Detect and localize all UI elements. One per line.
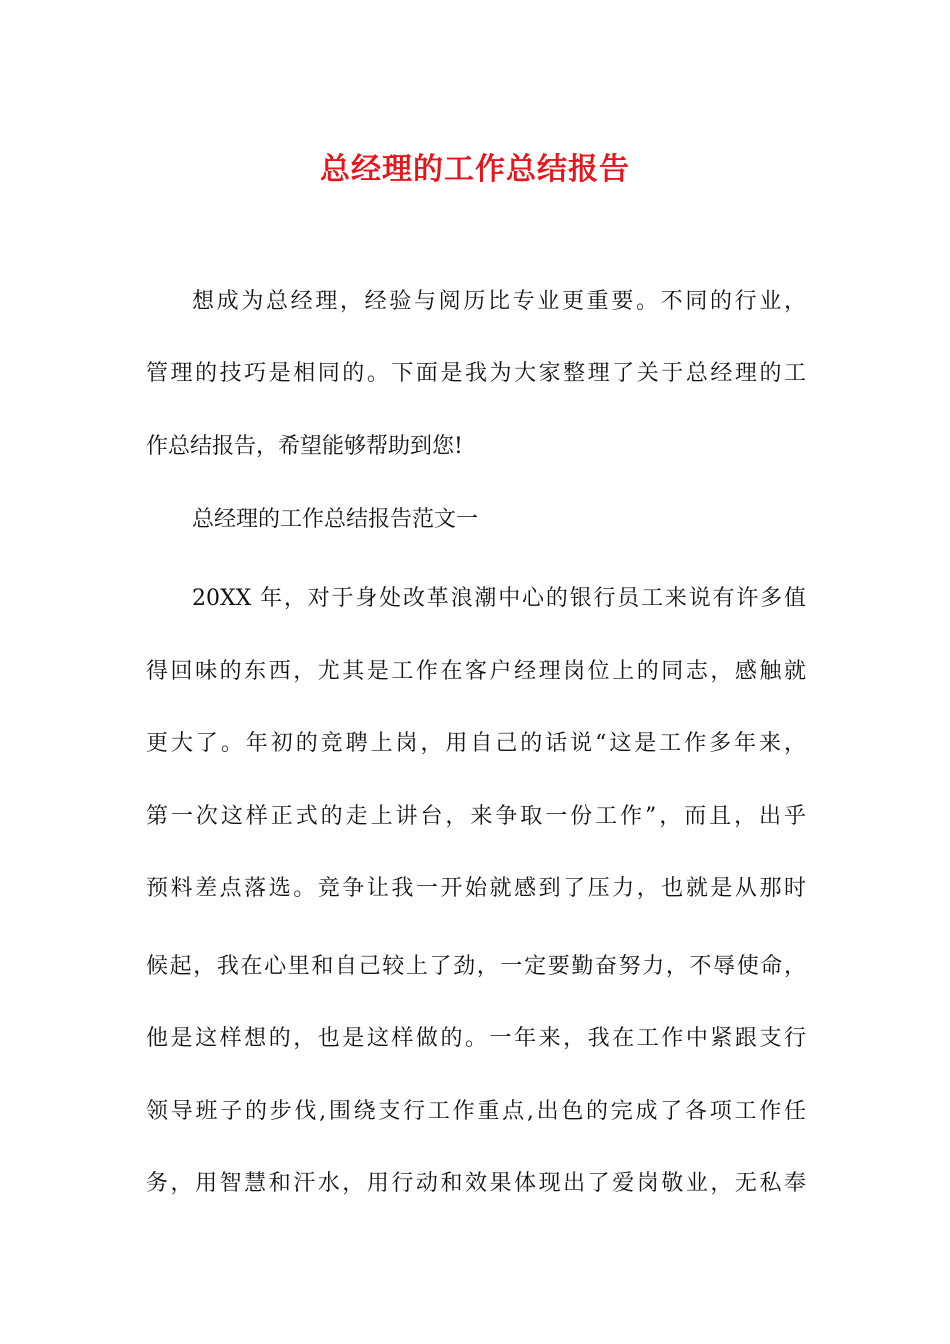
paragraph-line: 第一次这样正式的走上讲台，来争取一份工作”，而且，出乎 <box>146 804 806 829</box>
paragraph-line: 候起，我在心里和自己较上了劲，一定要勤奋努力，不辱使命， <box>146 954 806 979</box>
paragraph-line: 更大了。年初的竞聘上岗，用自己的话说“这是工作多年来， <box>146 731 806 756</box>
paragraph-line: 务，用智慧和汗水，用行动和效果体现出了爱岗敬业，无私奉 <box>146 1171 806 1196</box>
section-heading: 总经理的工作总结报告范文一 <box>192 507 479 532</box>
paragraph-line: 他是这样想的，也是这样做的。一年来，我在工作中紧跟支行 <box>146 1026 806 1051</box>
paragraph-line: 作总结报告，希望能够帮助到您! <box>146 434 463 459</box>
paragraph-line: 得回味的东西，尤其是工作在客户经理岗位上的同志，感触就 <box>146 659 806 684</box>
paragraph-line: 20XX 年，对于身处改革浪潮中心的银行员工来说有许多值 <box>192 586 806 611</box>
paragraph-line: 管理的技巧是相同的。下面是我为大家整理了关于总经理的工 <box>146 361 806 386</box>
paragraph-line: 领导班子的步伐,围绕支行工作重点,出色的完成了各项工作任 <box>146 1099 806 1124</box>
paragraph-line: 预料差点落选。竞争让我一开始就感到了压力，也就是从那时 <box>146 876 806 901</box>
document-title: 总经理的工作总结报告 <box>320 152 630 187</box>
paragraph-line: 想成为总经理，经验与阅历比专业更重要。不同的行业， <box>192 289 806 314</box>
